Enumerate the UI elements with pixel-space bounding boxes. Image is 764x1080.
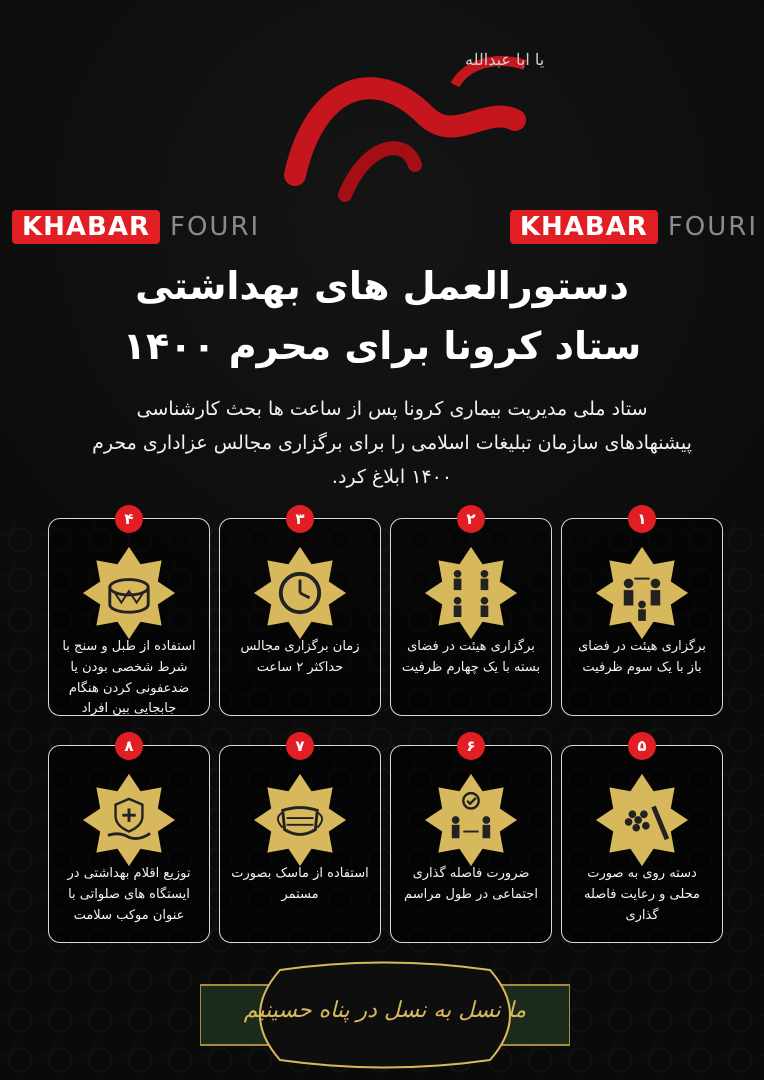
card-text: توزیع اقلام بهداشتی در ایستگاه های صلواتی با عنوان موکب سلامت	[67, 866, 191, 923]
brand-grey-label: FOURI	[667, 212, 758, 242]
clock-icon	[252, 545, 348, 641]
brand-logo-left	[12, 210, 260, 244]
card-3	[219, 510, 381, 716]
card-7	[219, 737, 381, 943]
drum-icon	[81, 545, 177, 641]
subtitle: ستاد ملی مدیریت بیماری کرونا پس از ساعت ها بحث کارشناسی پیشنهادهای سازمان تبلیغات اسلامی را برای برگزاری مجالس عزاداری محرم ۱۴۰۰ ابلاغ کرد.	[92, 398, 692, 489]
title-line-1: دستورالعمل های بهداشتی	[135, 264, 629, 308]
card-number-badge: ۵	[628, 732, 656, 760]
card-6	[390, 737, 552, 943]
card-number-badge: ۳	[286, 505, 314, 533]
card-number-badge: ۲	[457, 505, 485, 533]
card-text: ضرورت فاصله گذاری اجتماعی در طول مراسم	[404, 866, 538, 902]
card-number-badge: ۶	[457, 732, 485, 760]
brand-red-label: KHABAR	[510, 210, 658, 244]
card-text: استفاده از ماسک بصورت مستمر	[231, 866, 369, 902]
card-2	[390, 510, 552, 716]
people-grid-icon	[423, 545, 519, 641]
card-text: زمان برگزاری مجالس حداکثر ۲ ساعت	[240, 639, 360, 675]
title-line-2: ستاد کرونا برای محرم ۱۴۰۰	[122, 324, 642, 368]
bottom-banner	[200, 960, 570, 1070]
card-text: برگزاری هیئت در فضای بسته با یک چهارم ظرفیت	[401, 639, 541, 675]
brand-grey-label: FOURI	[170, 212, 261, 242]
people-distance-icon	[594, 545, 690, 641]
card-text: استفاده از طبل و سنج با شرط شخصی بودن یا ضدعفونی کردن هنگام جابجایی بین افراد	[62, 639, 196, 717]
calligraphy-logo	[255, 25, 555, 225]
card-1	[561, 510, 723, 716]
banner-text: ما نسل به نسل در پناه حسینیم	[243, 998, 527, 1023]
card-text: برگزاری هیئت در فضای باز با یک سوم ظرفیت	[578, 639, 706, 675]
social-distance-icon	[423, 772, 519, 868]
card-5	[561, 737, 723, 943]
card-number-badge: ۴	[115, 505, 143, 533]
card-8	[48, 737, 210, 943]
mask-icon	[252, 772, 348, 868]
brand-logo-right	[510, 210, 758, 244]
card-text: دسته روی به صورت محلی و رعایت فاصله گذاری	[583, 866, 701, 923]
calligraphy-top-text: یا ابا عبدالله	[465, 50, 545, 69]
card-4	[48, 510, 210, 717]
card-number-badge: ۷	[286, 732, 314, 760]
card-number-badge: ۸	[115, 732, 143, 760]
chain-icon	[594, 772, 690, 868]
card-number-badge: ۱	[628, 505, 656, 533]
brand-red-label: KHABAR	[12, 210, 160, 244]
health-hand-icon	[81, 772, 177, 868]
